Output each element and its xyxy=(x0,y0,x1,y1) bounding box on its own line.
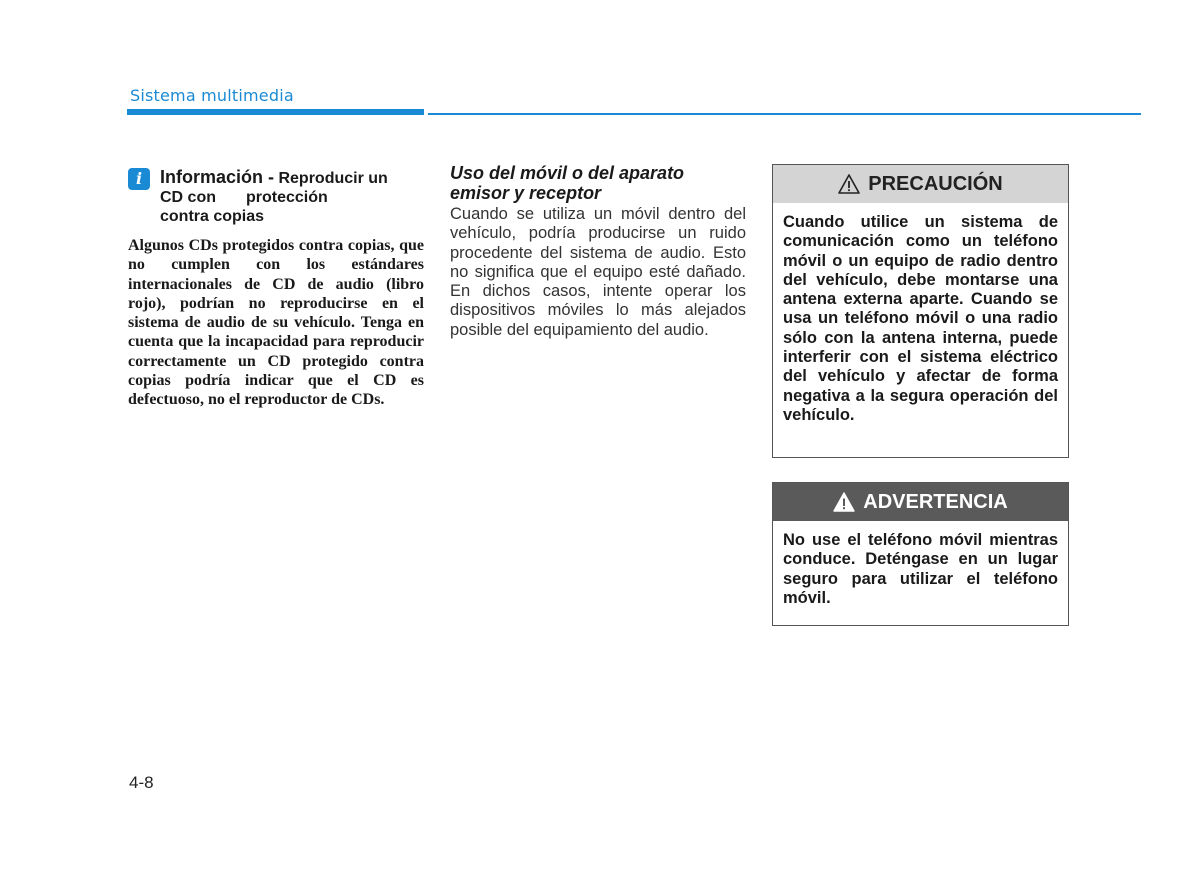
warning-title: ADVERTENCIA xyxy=(863,490,1008,513)
mobile-section xyxy=(450,163,746,340)
caution-title: PRECAUCIÓN xyxy=(868,172,1003,195)
mobile-section-heading xyxy=(450,163,746,203)
warning-box xyxy=(772,482,1069,626)
info-title-line3: contra copias xyxy=(160,208,265,225)
info-icon: i xyxy=(128,168,150,190)
page-number: 4-8 xyxy=(129,773,154,792)
info-title-line1: Reproducir un xyxy=(278,170,388,187)
warning-body: No use el teléfono móvil mientras conduce. Deténgase en un lugar seguro para utilizar el teléfono móvil. xyxy=(783,531,1058,607)
caution-box xyxy=(772,164,1069,458)
info-note xyxy=(128,168,424,410)
header-rule xyxy=(428,113,1141,115)
info-title-line2b: protección xyxy=(246,189,328,206)
mobile-heading-line1: Uso del móvil o del aparato xyxy=(450,163,685,183)
info-heading xyxy=(160,168,424,226)
caution-triangle-icon xyxy=(838,174,860,194)
mobile-heading-line2: emisor y receptor xyxy=(450,183,602,203)
caution-body: Cuando utilice un sistema de comunicación como un teléfono móvil o un equipo de radio dentro del vehículo, debe montarse una antena externa aparte. Cuando se usa un teléfono móvil o una radio sólo con la antena interna, puede interferir con el sistema eléctrico del vehículo y afectar de forma negativa a la segura operación del vehículo. xyxy=(783,213,1058,424)
mobile-section-body: Cuando se utiliza un móvil dentro del vehículo, podría producirse un ruido procedente del sistema de audio. Esto no significa que el equipo esté dañado. En dichos casos, intente operar los dispositivos móviles lo más alejados posible del equipamiento del audio. xyxy=(450,205,746,339)
section-title: Sistema multimedia xyxy=(130,86,294,105)
caution-header xyxy=(773,165,1068,203)
warning-triangle-icon xyxy=(833,492,855,512)
header-accent-bar xyxy=(127,109,424,115)
warning-header xyxy=(773,483,1068,521)
info-title-line2a: CD con xyxy=(160,189,216,206)
info-title: Información - xyxy=(160,167,275,187)
info-body: Algunos CDs protegidos contra copias, que no cumplen con los estándares internacionales de CD de audio (libro rojo), podrían no reproducirse en el sistema de audio de su vehículo. Tenga en cuenta que la incapacidad para reproducir correctamente un CD protegido contra copias podría indicar que el CD es defectuoso, no el reproductor de CDs. xyxy=(128,237,424,409)
